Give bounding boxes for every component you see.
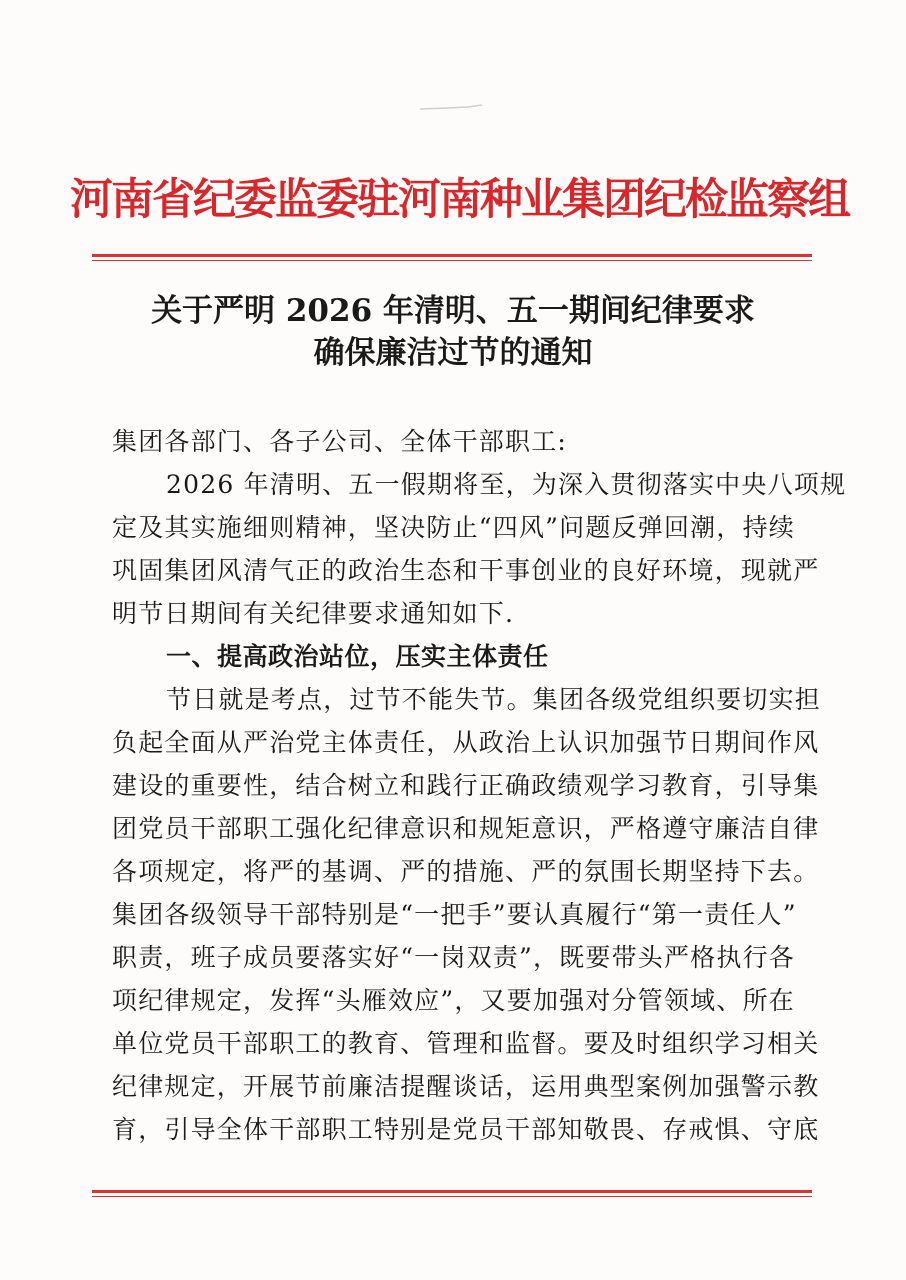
section-1-line: 项纪律规定，发挥“头雁效应”，又要加强对分管领域、所在 (112, 986, 795, 1015)
organization-header: 河南省纪委监委驻河南种业集团纪检监察组 (70, 175, 849, 225)
intro-line: 定及其实施细则精神，坚决防止“四风”问题反弹回潮，持续 (112, 513, 795, 542)
scan-smudge-mark (418, 104, 484, 112)
section-1-line: 纪律规定，开展节前廉洁提醒谈话，运用典型案例加强警示教 (112, 1072, 820, 1101)
section-1-line: 各项规定，将严的基调、严的措施、严的氛围长期坚持下去。 (112, 857, 820, 886)
footer-red-rule (92, 1190, 812, 1197)
notice-title-line-2: 确保廉洁过节的通知 (313, 335, 593, 371)
intro-line: 巩固集团风清气正的政治生态和干事创业的良好环境，现就严 (112, 556, 820, 585)
section-1-line: 节日就是考点，过节不能失节。集团各级党组织要切实担 (166, 685, 822, 714)
intro-line: 2026 年清明、五一假期将至，为深入贯彻落实中央八项规 (166, 470, 847, 499)
section-1-line: 集团各级领导干部特别是“一把手”要认真履行“第一责任人” (112, 900, 797, 929)
section-1-line: 单位党员干部职工的教育、管理和监督。要及时组织学习相关 (112, 1029, 820, 1058)
section-1-heading: 一、提高政治站位，压实主体责任 (166, 642, 549, 671)
section-1-line: 建设的重要性，结合树立和践行正确政绩观学习教育，引导集 (112, 771, 820, 800)
intro-line: 明节日期间有关纪律要求通知如下. (112, 599, 515, 628)
header-red-rule (92, 254, 812, 261)
section-1-line: 团党员干部职工强化纪律意识和规矩意识，严格遵守廉洁自律 (112, 814, 820, 843)
salutation: 集团各部门、各子公司、全体干部职工: (112, 427, 568, 456)
section-1-line: 负起全面从严治党主体责任，从政治上认识加强节日期间作风 (112, 728, 820, 757)
section-1-line: 育，引导全体干部职工特别是党员干部知敬畏、存戒惧、守底 (112, 1115, 820, 1144)
notice-title-line-1: 关于严明 2026 年清明、五一期间纪律要求 (151, 293, 755, 329)
section-1-line: 职责，班子成员要落实好“一岗双责”，既要带头严格执行各 (112, 943, 795, 972)
